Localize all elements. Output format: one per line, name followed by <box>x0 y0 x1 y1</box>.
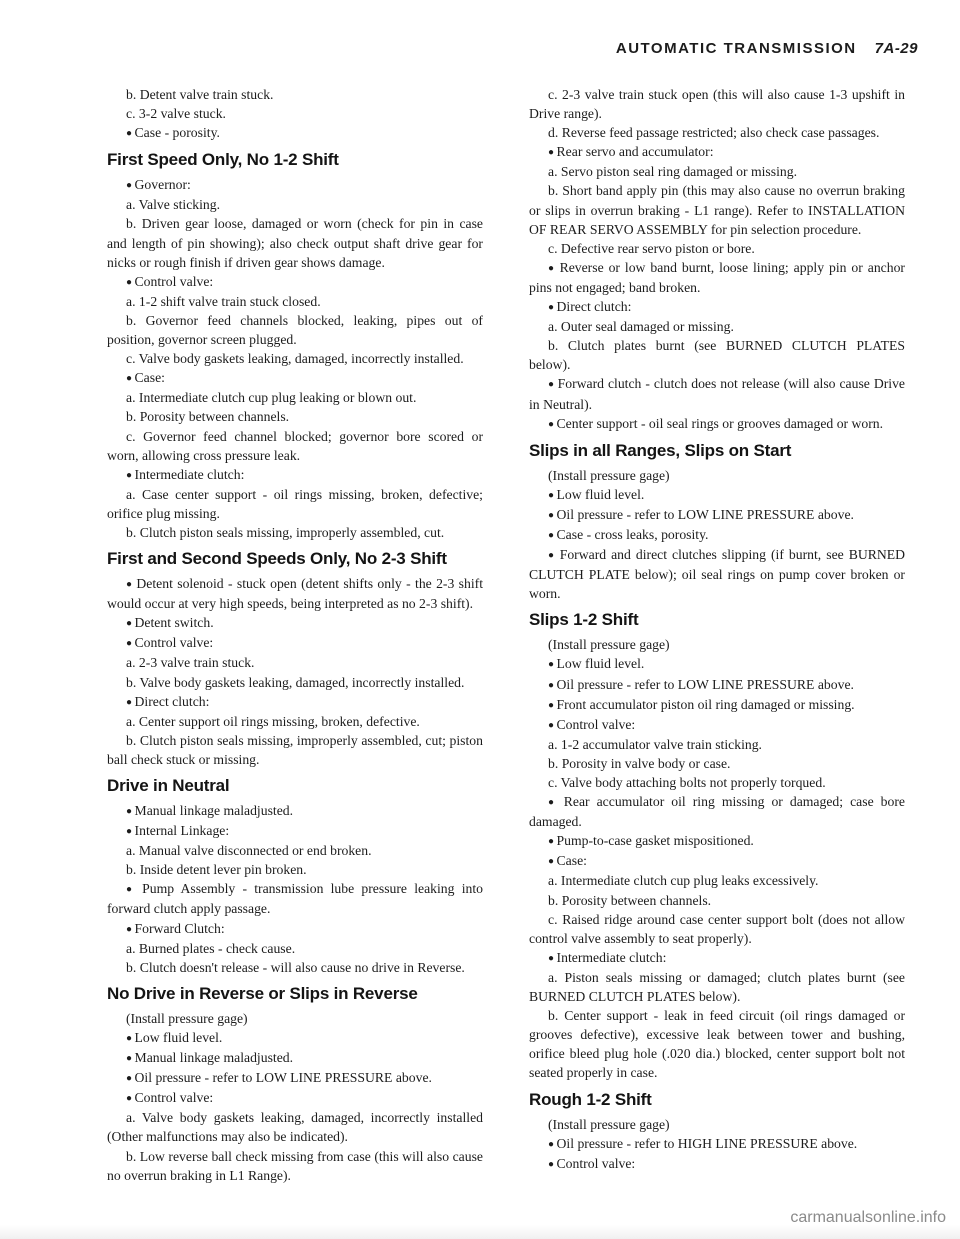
bullet-icon <box>126 1090 135 1105</box>
text: b. Low reverse ball check missing from case (this will also cause no overrun braking in L1 Range). <box>107 1148 483 1183</box>
paragraph <box>107 1147 483 1185</box>
text: (Install pressure gage) <box>548 637 670 653</box>
paragraph <box>107 292 483 311</box>
text: (Install pressure gage) <box>548 467 670 483</box>
bullet-icon <box>126 803 135 818</box>
text: Rear servo and accumulator: <box>556 144 714 160</box>
paragraph <box>107 958 483 977</box>
bullet-item <box>107 1028 483 1048</box>
bullet-icon <box>548 487 557 502</box>
bullet-item <box>529 654 905 674</box>
bullet-icon <box>126 823 135 838</box>
paragraph <box>529 910 905 948</box>
paragraph <box>107 653 483 672</box>
right-column <box>529 85 905 1174</box>
bullet-icon <box>548 677 557 692</box>
bullet-item <box>529 948 905 968</box>
text: c. Valve body attaching bolts not properly torqued. <box>548 775 826 790</box>
text: c. 3-2 valve stuck. <box>126 106 226 122</box>
page-number: 7A-29 <box>874 40 918 57</box>
text: b. Clutch piston seals missing, improperly assembled, cut; piston ball check stuck or missing. <box>107 732 483 767</box>
bullet-item <box>529 258 905 297</box>
bullet-item <box>529 374 905 413</box>
text: Governor: <box>134 177 191 193</box>
left-column <box>107 85 483 1185</box>
paragraph <box>529 891 905 910</box>
paragraph <box>107 104 483 123</box>
paragraph <box>529 635 905 654</box>
text: c. Valve body gaskets leaking, damaged, incorrectly installed. <box>126 351 464 367</box>
heading-first-and-second-speeds-only-no-2-3-shift <box>107 548 483 570</box>
heading-rough-1-2-shift <box>529 1089 905 1111</box>
paragraph <box>529 773 905 792</box>
paragraph <box>107 85 483 104</box>
bullet-item <box>529 831 905 851</box>
bullet-item <box>107 879 483 918</box>
paragraph <box>107 841 483 860</box>
text: b. Valve body gaskets leaking, damaged, incorrectly installed. <box>126 674 465 690</box>
text: Slips in all Ranges, Slips on Start <box>529 440 792 460</box>
text: a. Outer seal damaged or missing. <box>548 319 734 335</box>
bullet-icon <box>548 299 557 314</box>
text: Pump-to-case gasket mispositioned. <box>556 833 754 849</box>
paragraph <box>107 1108 483 1146</box>
text: c. Raised ridge around case center support bolt (does not allow control valve assembly to seat properly). <box>529 911 905 946</box>
bullet-icon <box>548 547 560 562</box>
text: d. Reverse feed passage restricted; also check case passages. <box>548 125 880 141</box>
bullet-item <box>107 175 483 195</box>
text: b. Detent valve train stuck. <box>126 87 274 102</box>
bullet-item <box>107 123 483 143</box>
paragraph <box>529 123 905 142</box>
text: Oil pressure - refer to LOW LINE PRESSURE above. <box>134 1070 432 1086</box>
bullet-icon <box>126 635 135 650</box>
text: (Install pressure gage) <box>548 1116 670 1132</box>
text: b. Porosity in valve body or case. <box>548 755 731 771</box>
bullet-item <box>529 715 905 735</box>
bullet-item <box>529 525 905 545</box>
paragraph <box>529 754 905 773</box>
heading-slips-in-all-ranges-slips-on-start <box>529 440 905 462</box>
bullet-icon <box>548 717 557 732</box>
bullet-icon <box>548 950 557 965</box>
bullet-icon <box>126 1070 135 1085</box>
text: a. Center support oil rings missing, broken, defective. <box>126 713 420 729</box>
bullet-icon <box>126 576 136 591</box>
text: a. 1-2 shift valve train stuck closed. <box>126 293 321 309</box>
bullet-icon <box>126 370 135 385</box>
text: Case - cross leaks, porosity. <box>556 526 709 542</box>
bullet-item <box>107 919 483 939</box>
text: b. Short band apply pin (this may also cause no overrun braking or slips in overrun braking - L1 range). Refer to INSTALLATION OF REAR SERVO ASSEMBLY for pin selection procedure. <box>529 183 905 237</box>
text: b. Clutch plates burnt (see BURNED CLUTCH PLATES below). <box>529 338 905 373</box>
text: a. Piston seals missing or damaged; clutch plates burnt (see BURNED CLUTCH PLATES below). <box>529 969 905 1005</box>
text: b. Clutch piston seals missing, improperly assembled, cut. <box>126 524 445 540</box>
paragraph <box>529 162 905 181</box>
text: b. Governor feed channels blocked, leaking, pipes out of position, governor screen plugged. <box>107 312 483 348</box>
text: Internal Linkage: <box>134 823 230 839</box>
bullet-item <box>107 1068 483 1088</box>
paragraph <box>107 427 483 465</box>
page-edge <box>0 1225 960 1239</box>
bullet-icon <box>548 1156 557 1171</box>
bullet-icon <box>548 1136 557 1151</box>
bullet-icon <box>126 1030 135 1045</box>
text: Control valve: <box>134 635 214 651</box>
text: Manual linkage maladjusted. <box>134 1050 294 1066</box>
bullet-item <box>107 692 483 712</box>
bullet-icon <box>548 144 557 159</box>
heading-first-speed-only-no-1-2-shift <box>107 149 483 171</box>
watermark-link[interactable]: carmanualsonline.info <box>790 1209 946 1226</box>
text: b. Inside detent lever pin broken. <box>126 862 307 878</box>
bullet-icon <box>548 853 557 868</box>
heading-no-drive-in-reverse-or-slips-in-reverse <box>107 983 483 1005</box>
paragraph <box>107 311 483 349</box>
text: b. Center support - leak in feed circuit (oil rings damaged or grooves defective), excessive leak between tower and bushing, orifice bleed plug hole (.020 dia.) blocked, center support bolt not seated properly in case. <box>529 1008 905 1081</box>
text: Pump Assembly - transmission lube pressure leaking into forward clutch apply passage. <box>107 881 483 917</box>
bullet-icon <box>126 274 135 289</box>
paragraph <box>107 1009 483 1028</box>
text: Low fluid level. <box>556 486 645 502</box>
bullet-icon <box>548 794 564 809</box>
paragraph <box>529 1115 905 1134</box>
text: a. 1-2 accumulator valve train sticking. <box>548 736 762 752</box>
bullet-item <box>529 485 905 505</box>
bullet-icon <box>126 467 135 482</box>
bullet-item <box>529 1154 905 1174</box>
text: Control valve: <box>556 1155 636 1171</box>
bullet-item <box>529 695 905 715</box>
text: Detent solenoid - stuck open (detent shifts only - the 2-3 shift would occur at very high speeds, being interpreted as no 2-3 shift). <box>107 576 484 612</box>
paragraph <box>107 485 483 523</box>
bullet-item <box>107 821 483 841</box>
bullet-item <box>107 613 483 633</box>
text: Forward clutch - clutch does not release (will also cause Drive in Neutral). <box>529 376 905 412</box>
heading-slips-1-2-shift <box>529 609 905 631</box>
bullet-item <box>529 505 905 525</box>
text: Oil pressure - refer to LOW LINE PRESSURE above. <box>556 506 854 522</box>
bullet-icon <box>126 615 135 630</box>
bullet-item <box>107 465 483 485</box>
bullet-icon <box>126 125 135 140</box>
paragraph <box>529 968 905 1006</box>
bullet-item <box>529 851 905 871</box>
paragraph <box>107 673 483 692</box>
text: c. Governor feed channel blocked; governor bore scored or worn, allowing cross pressure leak. <box>107 428 483 463</box>
text: Forward Clutch: <box>134 920 225 936</box>
paragraph <box>107 407 483 426</box>
text: a. Intermediate clutch cup plug leaks excessively. <box>548 873 819 889</box>
text: b. Clutch doesn't release - will also cause no drive in Reverse. <box>126 959 465 975</box>
text: Intermediate clutch: <box>134 466 245 482</box>
text: Control valve: <box>134 273 214 289</box>
text: Direct clutch: <box>134 693 210 709</box>
text: Case: <box>556 853 587 869</box>
paragraph <box>529 1006 905 1082</box>
text: (Install pressure gage) <box>126 1010 248 1026</box>
paragraph <box>529 735 905 754</box>
text: Front accumulator piston oil ring damaged or missing. <box>556 696 855 712</box>
text: Control valve: <box>556 716 636 732</box>
text: Low fluid level. <box>556 656 645 672</box>
paragraph <box>529 871 905 890</box>
bullet-item <box>107 574 483 613</box>
paragraph <box>107 195 483 214</box>
paragraph <box>529 466 905 485</box>
text: Center support - oil seal rings or grooves damaged or worn. <box>556 415 884 431</box>
text: a. Case center support - oil rings missing, broken, defective; orifice plug missing. <box>107 486 483 521</box>
bullet-icon <box>548 416 557 431</box>
bullet-item <box>107 1048 483 1068</box>
paragraph <box>529 85 905 123</box>
text: Rear accumulator oil ring missing or damaged; case bore damaged. <box>529 794 905 830</box>
text: b. Driven gear loose, damaged or worn (check for pin in case and length of pin showing); also check output shaft drive gear for nicks or rough finish if driven gear shows damage. <box>107 216 483 270</box>
bullet-item <box>107 368 483 388</box>
bullet-icon <box>126 1050 135 1065</box>
text: Intermediate clutch: <box>556 949 667 965</box>
text: Low fluid level. <box>134 1029 223 1045</box>
bullet-icon <box>548 697 557 712</box>
text: c. Defective rear servo piston or bore. <box>548 240 755 256</box>
bullet-item <box>529 297 905 317</box>
bullet-item <box>107 272 483 292</box>
bullet-item <box>529 792 905 831</box>
bullet-item <box>529 675 905 695</box>
text: a. Valve sticking. <box>126 197 221 213</box>
bullet-icon <box>548 260 560 275</box>
bullet-item <box>107 801 483 821</box>
text: b. Porosity between channels. <box>548 892 712 908</box>
text: Forward and direct clutches slipping (if burnt, see BURNED CLUTCH PLATE below); oil seal rings on pump cover broken or worn. <box>529 547 905 602</box>
bullet-icon <box>548 507 557 522</box>
text: a. Manual valve disconnected or end broken. <box>126 843 372 859</box>
text: a. Burned plates - check cause. <box>126 940 296 956</box>
paragraph <box>529 317 905 336</box>
paragraph <box>529 336 905 374</box>
paragraph <box>107 939 483 958</box>
paragraph <box>107 860 483 879</box>
bullet-icon <box>126 921 135 936</box>
text: Drive in Neutral <box>107 776 230 795</box>
bullet-item <box>107 1088 483 1108</box>
text: a. 2-3 valve train stuck. <box>126 655 255 671</box>
text: Manual linkage maladjusted. <box>134 803 294 818</box>
text: a. Valve body gaskets leaking, damaged, incorrectly installed (Other malfunctions may also be indicated). <box>107 1110 483 1145</box>
bullet-icon <box>548 527 557 542</box>
text: Control valve: <box>134 1090 214 1106</box>
heading-drive-in-neutral <box>107 775 483 797</box>
bullet-item <box>529 414 905 434</box>
text: Direct clutch: <box>556 299 632 315</box>
section-title: AUTOMATIC TRANSMISSION <box>615 40 857 57</box>
page-header <box>616 40 918 57</box>
paragraph <box>529 239 905 258</box>
paragraph <box>107 712 483 731</box>
text: Oil pressure - refer to LOW LINE PRESSURE above. <box>556 676 854 692</box>
bullet-item <box>529 1134 905 1154</box>
text: Oil pressure - refer to HIGH LINE PRESSURE above. <box>556 1135 858 1151</box>
text: b. Porosity between channels. <box>126 409 290 425</box>
paragraph <box>107 731 483 769</box>
paragraph <box>529 181 905 238</box>
bullet-item <box>107 633 483 653</box>
text: Rough 1-2 Shift <box>529 1089 652 1109</box>
text: First Speed Only, No 1-2 Shift <box>107 150 339 170</box>
bullet-item <box>529 545 905 603</box>
text: c. 2-3 valve train stuck open (this will also cause 1-3 upshift in Drive range). <box>529 87 905 122</box>
text: Reverse or low band burnt, loose lining; apply pin or anchor pins not engaged; band broken. <box>529 259 905 295</box>
bullet-icon <box>126 177 135 192</box>
text: Slips 1-2 Shift <box>529 610 639 630</box>
bullet-icon <box>126 881 142 896</box>
text: No Drive in Reverse or Slips in Reverse <box>107 983 418 1003</box>
text: Case: <box>134 370 165 386</box>
text: Case - porosity. <box>134 125 220 141</box>
paragraph <box>107 214 483 271</box>
paragraph <box>107 523 483 542</box>
bullet-item <box>529 142 905 162</box>
text: Detent switch. <box>134 615 214 631</box>
bullet-icon <box>548 656 557 671</box>
bullet-icon <box>126 694 135 709</box>
text: a. Servo piston seal ring damaged or missing. <box>548 164 797 180</box>
bullet-icon <box>548 833 557 848</box>
paragraph <box>107 388 483 407</box>
bullet-icon <box>548 376 558 391</box>
text: First and Second Speeds Only, No 2-3 Shift <box>107 549 447 569</box>
text: a. Intermediate clutch cup plug leaking or blown out. <box>126 390 417 406</box>
paragraph <box>107 349 483 368</box>
